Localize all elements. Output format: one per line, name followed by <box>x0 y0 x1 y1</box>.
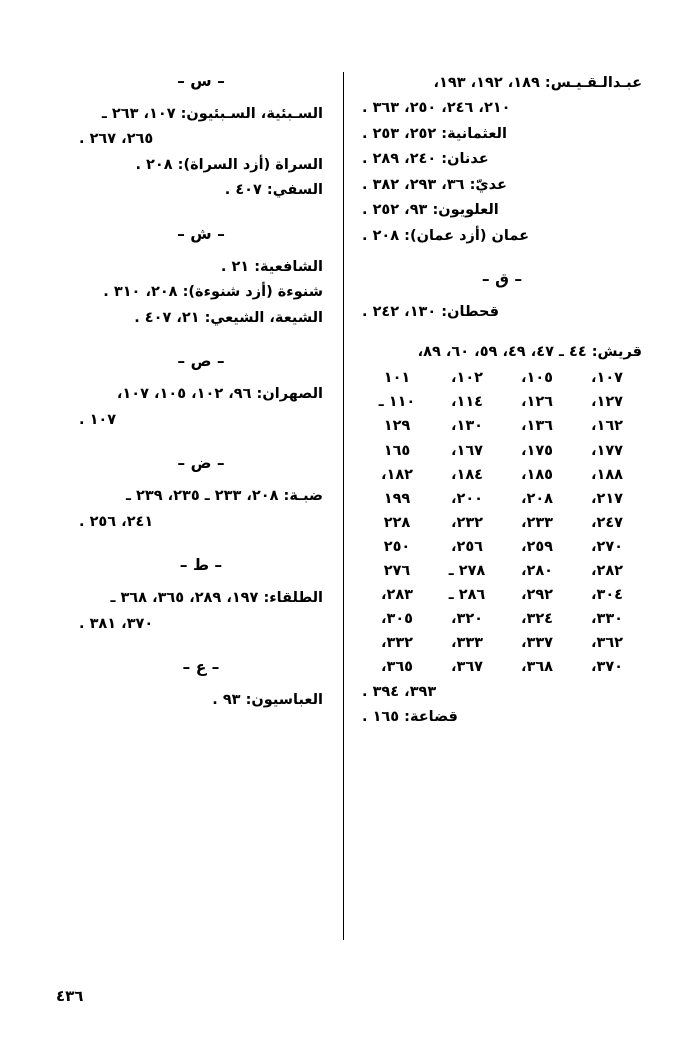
page-number: ٢٨٦ ـ <box>448 586 486 603</box>
page-number: ١٢٦، <box>520 394 554 411</box>
page-number: ٢٧٠، <box>590 538 624 555</box>
index-entry: الشيعة، الشيعي: ٢١، ٤٠٧ . <box>134 309 323 326</box>
index-entry: العباسيون: ٩٣ . <box>212 692 323 709</box>
index-entry: الطلقاء: ١٩٧، ٢٨٩، ٣٦٥، ٣٦٨ ـ <box>110 590 323 607</box>
page-number: ٣٣٧، <box>520 635 554 652</box>
page-number: ٢٨٠، <box>520 562 554 579</box>
letter-heading-taa: – ط – <box>179 556 223 575</box>
page-number: ٢٧٨ ـ <box>448 562 486 579</box>
page-number: ٣٠٤، <box>590 586 624 603</box>
page-number: ١٧٧، <box>590 442 624 459</box>
page-number: ١٢٩ <box>383 418 411 435</box>
table-row <box>362 607 642 631</box>
index-entry: عديّ: ٣٦، ٢٩٣، ٣٨٢ . <box>362 176 507 193</box>
index-entry: الشافعية: ٢١ . <box>220 258 323 275</box>
quraysh-number-grid <box>362 366 642 700</box>
page-number: ٢٠٨، <box>520 490 554 507</box>
page-number: ١٦٥ <box>383 442 411 459</box>
table-row <box>362 366 642 390</box>
page-number: ٢٤٧، <box>590 514 624 531</box>
page-number: ٣٠٥، <box>380 610 414 627</box>
index-entry: السفي: ٤٠٧ . <box>224 182 323 199</box>
index-entry: العلويون: ٩٣، ٢٥٢ . <box>362 202 499 219</box>
page-number: ٢٣٢، <box>450 514 484 531</box>
left-column <box>77 72 343 952</box>
index-entry: السراة (أزد السراة): ٢٠٨ . <box>135 156 323 173</box>
letter-heading-sheen: – ش – <box>177 224 225 243</box>
page-number: ٣٢٤، <box>520 610 554 627</box>
column-divider <box>343 72 344 940</box>
page-number: ١٧٥، <box>520 442 554 459</box>
letter-heading-qaf: – ق – <box>481 270 523 289</box>
table-row <box>362 535 642 559</box>
index-entry: ضبـة: ٢٠٨، ٢٣٣ ـ ٢٣٥، ٢٣٩ ـ <box>126 488 323 505</box>
index-entry-continuation: ٢١٠، ٢٤٦، ٢٥٠، ٣٦٣ . <box>362 100 511 117</box>
page-number: ١٣٦، <box>520 418 554 435</box>
table-row <box>362 439 642 463</box>
table-row <box>362 414 642 438</box>
page-number: ١٠٥، <box>520 370 554 387</box>
page-number: ٢٥٩، <box>520 538 554 555</box>
index-entry: عبـدالـقـيـس: ١٨٩، ١٩٢، ١٩٣، <box>433 75 642 91</box>
index-entry: العثمانية: ٢٥٢، ٢٥٣ . <box>362 125 507 142</box>
index-entry-quraysh: قريش: ٤٤ ـ ٤٧، ٤٩، ٥٩، ٦٠، ٨٩، <box>417 343 642 360</box>
index-entry-continuation: ٢٦٥، ٢٦٧ . <box>79 131 154 148</box>
page-number: ١٨٤، <box>450 466 484 483</box>
page-number: ١٩٩ <box>383 490 411 507</box>
page-number: ٢١٧، <box>590 490 624 507</box>
page-number: ١٨٨، <box>590 466 624 483</box>
index-entry: الصهران: ٩٦، ١٠٢، ١٠٥، ١٠٧، <box>116 386 323 403</box>
table-row <box>362 487 642 511</box>
index-entry: عدنان: ٢٤٠، ٢٨٩ . <box>362 151 489 168</box>
index-entry-continuation: ٣٧٠، ٣٨١ . <box>79 615 154 632</box>
page-number: ١٨٢، <box>380 466 414 483</box>
page-number: ١٣٠، <box>450 418 484 435</box>
page-number: ٢٢٨ <box>383 514 411 531</box>
table-row <box>362 631 642 655</box>
page-number: ٢٨٣، <box>380 586 414 603</box>
page-number: ١٠٧، <box>590 370 624 387</box>
page-number: ٣٣٠، <box>590 610 624 627</box>
letter-heading-sad: – ص – <box>177 352 225 371</box>
letter-heading-ayn: – ع – <box>182 658 220 677</box>
page-number: ٣٣٢، <box>380 635 414 652</box>
page-number: ١٨٥، <box>520 466 554 483</box>
page-number: ١١٠ ـ <box>378 394 416 411</box>
page-number: ٣٧٠، <box>590 659 624 676</box>
index-entry-continuation: ١٠٧ . <box>79 411 117 428</box>
page-number: ٢٣٣، <box>520 514 554 531</box>
letter-heading-seen: – س – <box>177 72 225 90</box>
index-entry: شنوءة (أزد شنوءة): ٢٠٨، ٣١٠ . <box>103 284 323 301</box>
page-number: ٢٥٠ <box>383 538 411 555</box>
page-number: ٢٥٦، <box>450 538 484 555</box>
page-number: ٣٦٧، <box>450 659 484 676</box>
table-row <box>362 390 642 414</box>
index-entry-continuation: ٢٤١، ٢٥٦ . <box>79 513 154 530</box>
page-number: ٣٣٣، <box>450 635 484 652</box>
two-column-layout <box>56 72 644 952</box>
right-column <box>344 72 644 952</box>
page-number: ٢٨٢، <box>590 562 624 579</box>
index-entry-qudaa: قضاعة: ١٦٥ . <box>362 709 458 726</box>
table-row <box>362 655 642 679</box>
page-number: ٣٦٥، <box>380 659 414 676</box>
page-number: ٣٢٠، <box>450 610 484 627</box>
page-number: ٣٦٢، <box>590 635 624 652</box>
index-entry: قحطان: ١٣٠، ٢٤٢ . <box>362 304 499 321</box>
page-number: ٢٩٢، <box>520 586 554 603</box>
page-number: ١٠٢، <box>450 370 484 387</box>
page-number: ١١٤، <box>450 394 484 411</box>
letter-heading-dad: – ض – <box>177 454 225 473</box>
table-row <box>362 511 642 535</box>
page-number: ٣٦٨، <box>520 659 554 676</box>
table-row <box>362 463 642 487</box>
table-row <box>362 559 642 583</box>
page-number: ١٦٧، <box>450 442 484 459</box>
page-number: ٢٧٦ <box>383 562 411 579</box>
folio-number: ٤٣٦ <box>56 987 84 1005</box>
index-entry: السـبئية، السـبئيون: ١٠٧، ٢٦٣ ـ <box>101 106 323 122</box>
index-entry: عمان (أزد عمان): ٢٠٨ . <box>362 227 529 244</box>
page-number: ١٠١ <box>383 370 411 387</box>
page-number: ٢٠٠، <box>450 490 484 507</box>
quraysh-number-tail: ٣٩٣، ٣٩٤ . <box>362 684 437 701</box>
table-row <box>362 583 642 607</box>
page-number: ١٦٢، <box>590 418 624 435</box>
page-number: ١٢٧، <box>590 394 624 411</box>
